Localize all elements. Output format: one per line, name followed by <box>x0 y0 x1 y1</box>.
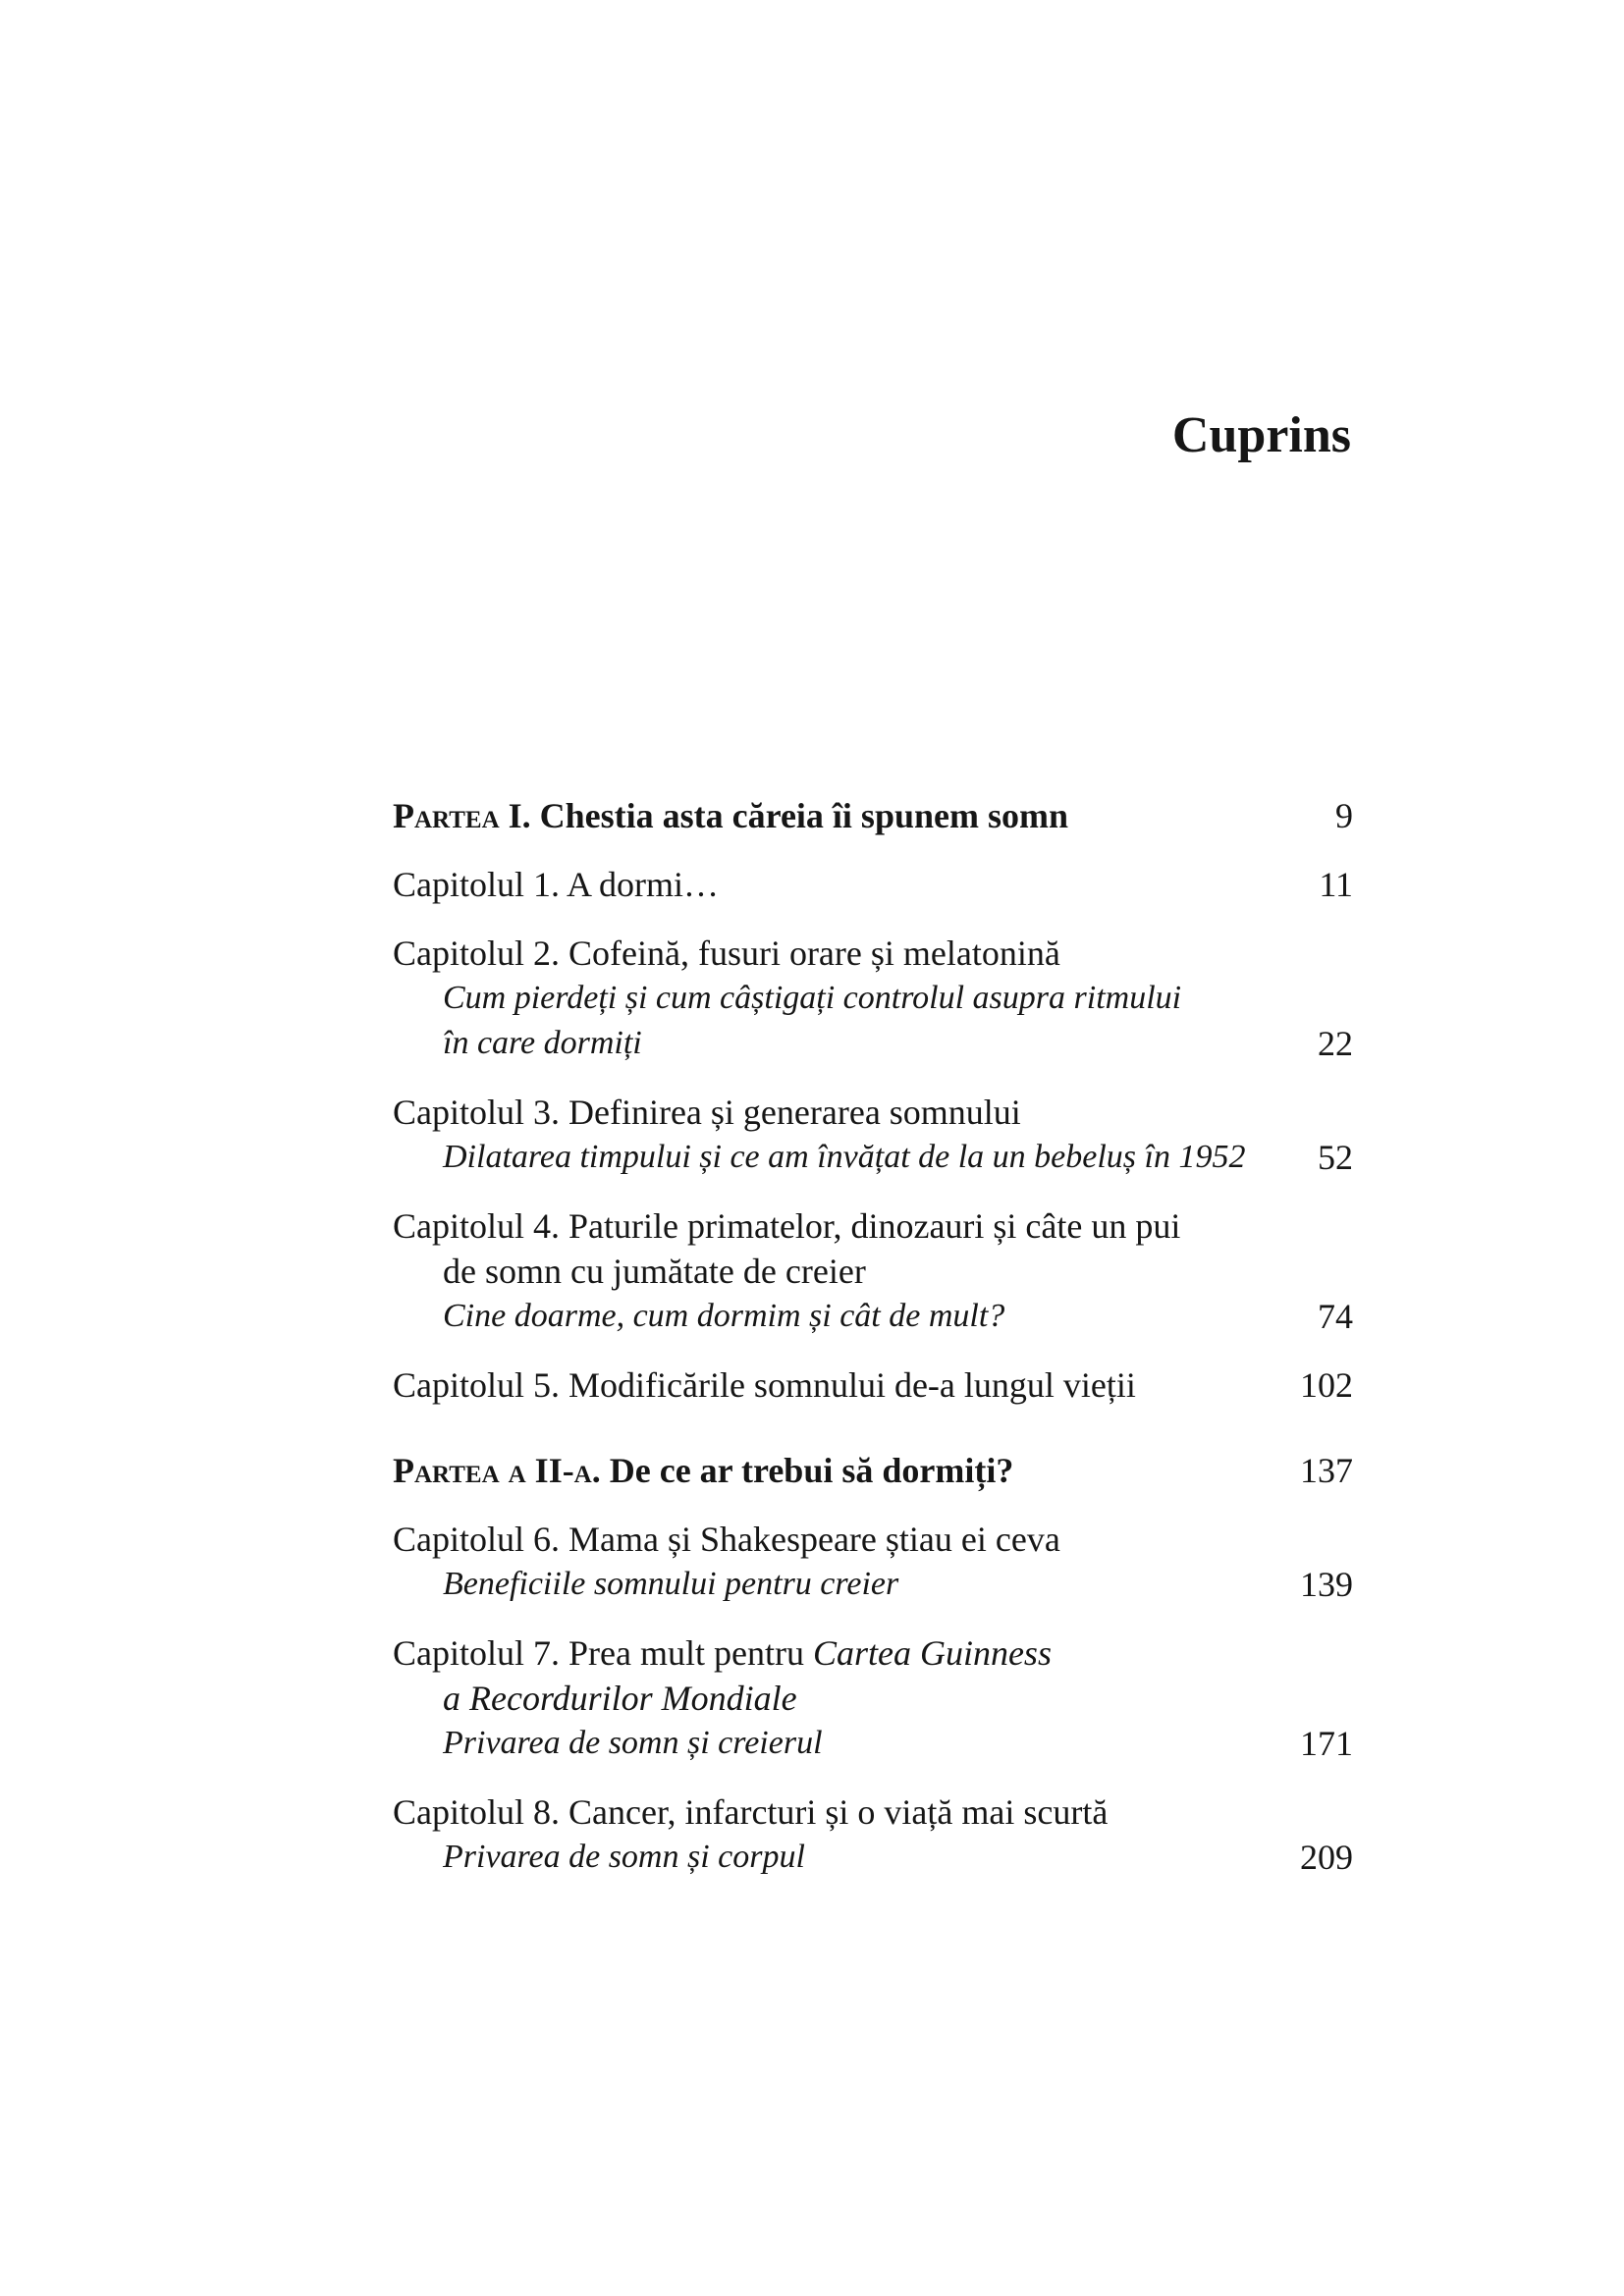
toc-chapter-5 <box>393 1362 1353 1408</box>
part-heading-line <box>393 793 1316 838</box>
part-title: Chestia asta căreia îi spunem somn <box>539 796 1068 835</box>
chapter-title: Capitolul 3. Definirea și generarea somnului <box>393 1093 1021 1132</box>
part-heading <box>393 793 1316 838</box>
toc-part-2 <box>393 1448 1353 1493</box>
chapter-subtitle: Dilatarea timpului și ce am învățat de la un bebeluș în 1952 <box>443 1139 1246 1175</box>
toc-part-1 <box>393 793 1353 838</box>
part-heading <box>393 1448 1280 1493</box>
page-number: 102 <box>1300 1365 1353 1405</box>
chapter-title: Capitolul 1. A dormi… <box>393 865 720 904</box>
chapter-title: Capitolul 2. Cofeină, fusuri orare și melatonină <box>393 934 1060 973</box>
part-title: De ce ar trebui să dormiți? <box>609 1451 1014 1490</box>
page-number: 9 <box>1335 796 1353 835</box>
part-label: Partea a II-a. <box>393 1451 601 1490</box>
chapter-title: Capitolul 5. Modificările somnului de-a lungul vieții <box>393 1365 1136 1405</box>
chapter-subtitle: Privarea de somn și creierul <box>443 1725 823 1761</box>
chapter-subtitle: Cine doarme, cum dormim și cât de mult? <box>443 1298 1005 1334</box>
book-title: Cartea Guinness <box>812 1633 1052 1673</box>
toc-chapter-4 <box>393 1203 1353 1339</box>
toc-chapter-3 <box>393 1090 1353 1180</box>
toc-chapter-6 <box>393 1517 1353 1607</box>
toc-chapter-7 <box>393 1630 1353 1766</box>
chapter-title <box>393 1630 1280 1676</box>
part-heading-line <box>393 1448 1280 1493</box>
chapter-title-prefix: Capitolul 7. Prea mult pentru <box>393 1633 804 1673</box>
book-title-continued: a Recordurilor Mondiale <box>443 1679 797 1718</box>
page-number: 22 <box>1318 1024 1353 1063</box>
page-number: 139 <box>1300 1565 1353 1604</box>
page-number: 209 <box>1300 1838 1353 1877</box>
toc-chapter-2 <box>393 931 1353 1066</box>
table-of-contents <box>393 793 1353 1903</box>
page-number: 74 <box>1318 1297 1353 1336</box>
chapter-subtitle: în care dormiți <box>443 1025 642 1061</box>
page-number: 52 <box>1318 1138 1353 1177</box>
chapter-title: Capitolul 4. Paturile primatelor, dinozauri și câte un pui <box>393 1206 1181 1246</box>
chapter-title: Capitolul 6. Mama și Shakespeare știau ei ceva <box>393 1520 1060 1559</box>
chapter-subtitle: Privarea de somn și corpul <box>443 1839 805 1875</box>
part-label: Partea I. <box>393 796 531 835</box>
chapter-subtitle: Beneficiile somnului pentru creier <box>443 1566 899 1602</box>
chapter-title: Capitolul 8. Cancer, infarcturi și o viață mai scurtă <box>393 1792 1109 1832</box>
chapter-subtitle: Cum pierdeți și cum câștigați controlul asupra ritmului <box>443 980 1182 1016</box>
page-number: 137 <box>1300 1451 1353 1490</box>
page-number: 11 <box>1319 865 1353 904</box>
page-title: Cuprins <box>1171 407 1351 463</box>
toc-chapter-1 <box>393 862 1353 907</box>
page-number: 171 <box>1300 1724 1353 1763</box>
toc-chapter-8 <box>393 1789 1353 1880</box>
chapter-title-continued: de somn cu jumătate de creier <box>443 1252 866 1291</box>
